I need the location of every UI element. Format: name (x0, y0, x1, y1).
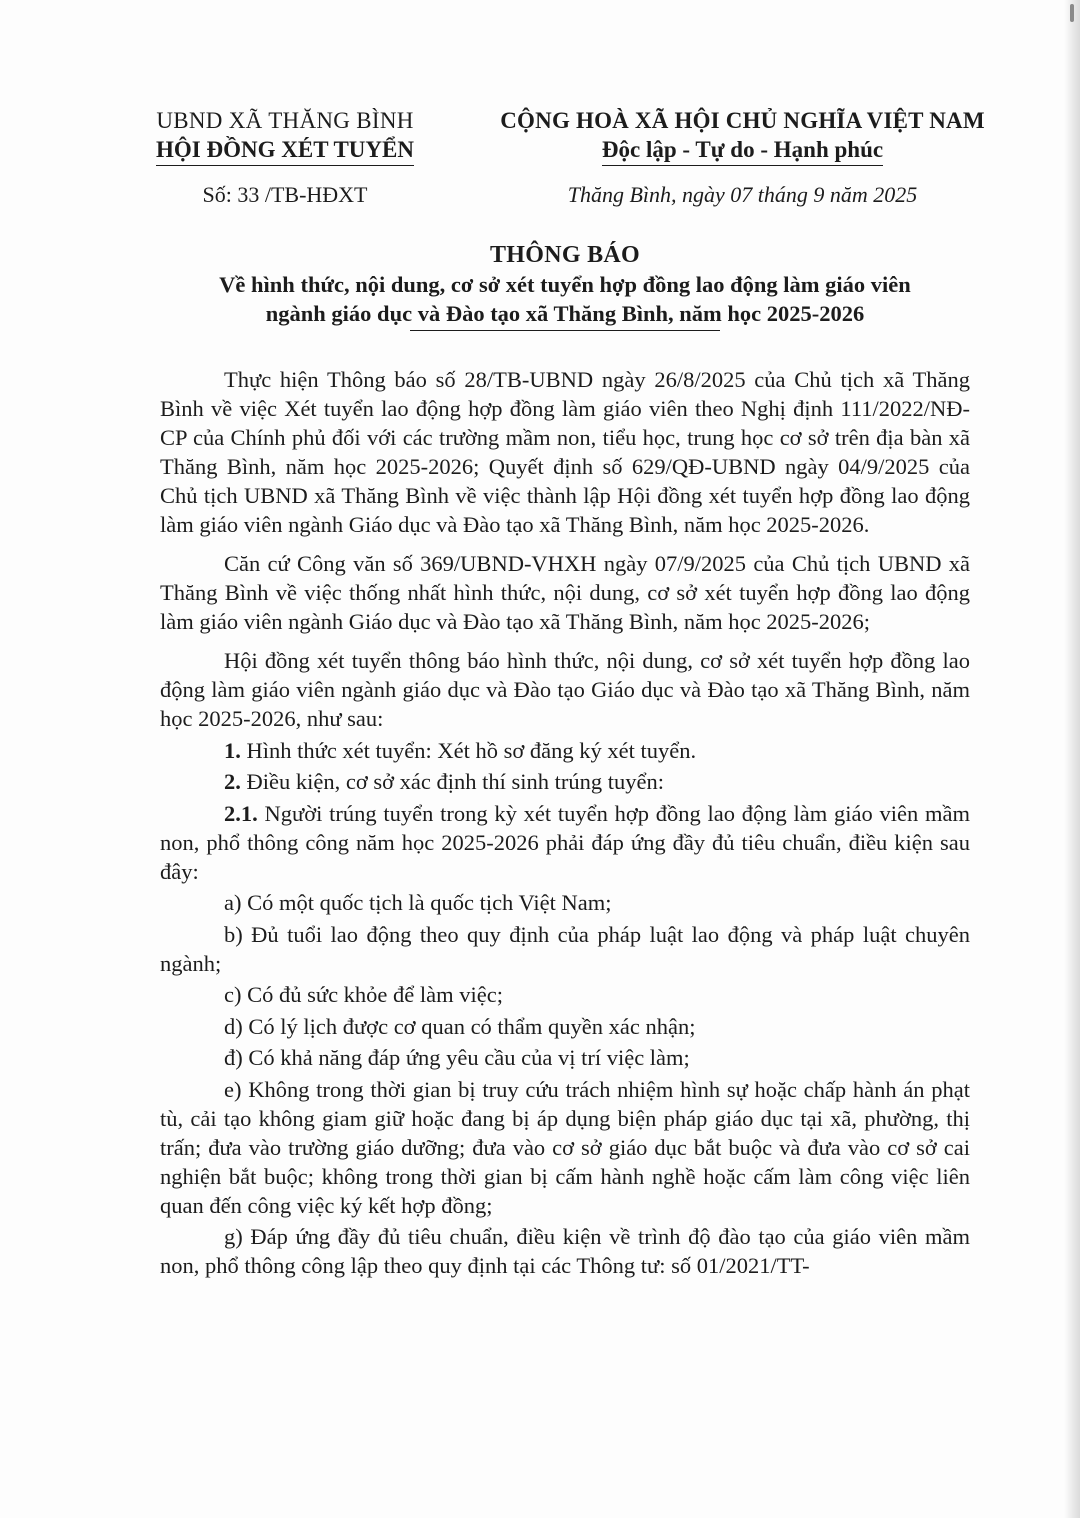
national-header (490, 106, 995, 209)
document-title (150, 240, 980, 331)
title-main: THÔNG BÁO (489, 242, 641, 268)
item-2-text: Điều kiện, cơ sở xác định thí sinh trúng tuyển: (240, 769, 664, 794)
item-2-1-text: Người trúng tuyển trong kỳ xét tuyển hợp đồng lao động làm giáo viên mầm non, phổ thông công năm học 2025-2026 phải đáp ứng đầy đủ tiêu chuẩn, điều kiện sau đây: (160, 800, 970, 884)
page-edge-shadow (1064, 0, 1080, 1518)
paragraph-basis-2: Căn cứ Công văn số 369/UBND-VHXH ngày 07/9/2025 của Chủ tịch UBND xã Thăng Bình về việc thống nhất hình thức, nội dung, cơ sở xét tuyển hợp đồng lao động làm giáo viên ngành Giáo dục và Đào tạo xã Thăng Bình, năm học 2025-2026; (160, 551, 970, 634)
condition-g: g) Đáp ứng đầy đủ tiêu chuẩn, điều kiện về trình độ đào tạo của giáo viên mầm non, phổ thông công lập theo quy định tại các Thông tư: số 01/2021/TT- (160, 1224, 970, 1278)
scrollbar-thumb[interactable] (1070, 4, 1074, 22)
condition-a: a) Có một quốc tịch là quốc tịch Việt Nam; (224, 890, 612, 915)
paragraph-basis-1: Thực hiện Thông báo số 28/TB-UBND ngày 26/8/2025 của Chủ tịch xã Thăng Bình về việc Xét tuyển lao động hợp đồng làm giáo viên theo Nghị định 111/2022/NĐ-CP của Chính phủ đối với các trường mầm non, tiểu học, trung học cơ sở trên địa bàn xã Thăng Bình, năm học 2025-2026; Quyết định số 629/QĐ-UBND ngày 04/9/2025 của Chủ tịch UBND xã Thăng Bình về việc thành lập Hội đồng xét tuyển hợp đồng lao động làm giáo viên ngành Giáo dục và Đào tạo xã Thăng Bình, năm học 2025-2026. (160, 367, 970, 537)
condition-dd: đ) Có khả năng đáp ứng yêu cầu của vị trí việc làm; (224, 1045, 690, 1070)
title-sub-line-1: Về hình thức, nội dung, cơ sở xét tuyển hợp đồng lao động làm giáo viên (219, 272, 911, 297)
issuer-org: UBND XÃ THĂNG BÌNH (156, 108, 414, 133)
item-1-text: Hình thức xét tuyển: Xét hồ sơ đăng ký xét tuyển. (240, 737, 697, 763)
paragraph-announcement: Hội đồng xét tuyển thông báo hình thức, nội dung, cơ sở xét tuyển hợp đồng lao động làm giáo viên ngành giáo dục và Đào tạo Giáo dục và Đào tạo xã Thăng Bình, năm học 2025-2026, như sau: (160, 648, 970, 731)
issuer-header (140, 106, 430, 209)
condition-e: e) Không trong thời gian bị truy cứu trách nhiệm hình sự hoặc chấp hành án phạt tù, cải tạo không giam giữ hoặc đang bị áp dụng biện pháp giáo dục tại xã, phường, thị trấn; đưa vào trường giáo dưỡng; đưa vào cơ sở giáo dục bắt buộc và đưa vào cơ sở cai nghiện bắt buộc; không trong thời gian bị cấm hành nghề hoặc cấm làm công việc liên quan đến công việc ký kết hợp đồng; (160, 1076, 970, 1218)
item-2-number: 2. (224, 769, 241, 794)
item-1-number: 1. (224, 737, 241, 763)
item-2-1-number: 2.1. (224, 800, 258, 826)
condition-d: d) Có lý lịch được cơ quan có thẩm quyền xác nhận; (224, 1013, 696, 1039)
title-underline (410, 330, 720, 331)
title-sub-line-2: ngành giáo dục và Đào tạo xã Thăng Bình, năm học 2025-2026 (265, 301, 865, 326)
document-number: Số: 33 /TB-HĐXT (202, 182, 368, 207)
issuer-council: HỘI ĐỒNG XÉT TUYỂN (156, 135, 414, 166)
item-1 (160, 736, 970, 765)
condition-c: c) Có đủ sức khỏe để làm việc; (224, 982, 503, 1007)
document-body (160, 365, 970, 1280)
condition-b: b) Đủ tuổi lao động theo quy định của pháp luật lao động và pháp luật chuyên ngành; (160, 921, 970, 976)
item-2 (160, 767, 970, 796)
item-2-1 (160, 799, 970, 886)
national-title: CỘNG HOÀ XÃ HỘI CHỦ NGHĨA VIỆT NAM (500, 108, 985, 133)
national-motto: Độc lập - Tự do - Hạnh phúc (602, 135, 883, 166)
place-and-date: Thăng Bình, ngày 07 tháng 9 năm 2025 (567, 182, 918, 207)
